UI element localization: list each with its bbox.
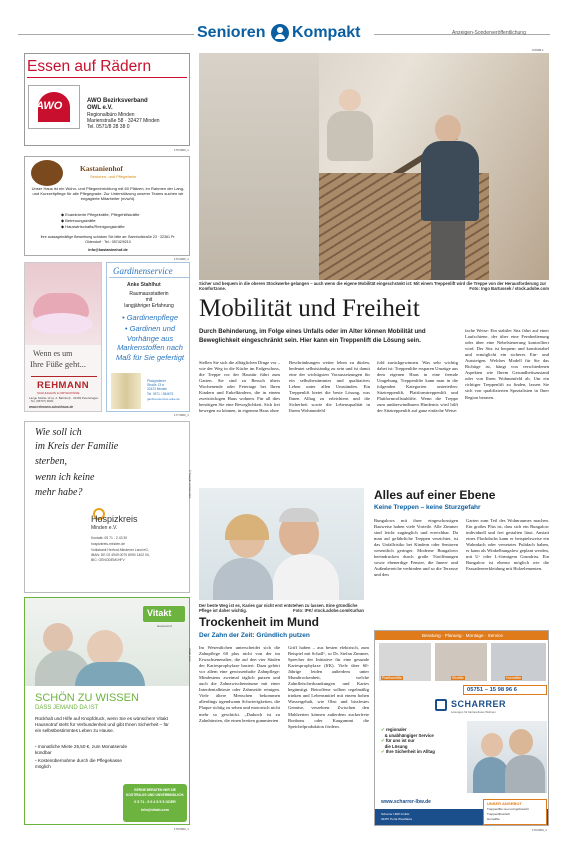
ad-kastanienhof[interactable] bbox=[24, 156, 190, 256]
gardinen-divider bbox=[109, 277, 189, 278]
article3-title: Trockenheit im Mund bbox=[199, 615, 320, 629]
article1-col4: fache Weise: Ein stabiler Sitz fährt auf einer Laufschiene, der über eine Fernbedienung oder über eine Nebelsteuerung kontrolliert wird. Der Sitz ist bequem und komfortabel und ermöglicht ein sicheres Ein- und Aussteigen. Welches Modell für Sie das Richtige ist, hängt von verschiedenen Aspekten wie Ihrem Gesundheitszustand oder von Ihren Wohnumfeld ab. Um ein richtiger Treppenlift zu finden, lassen Sie sich von qualifizierten Spezialisten in Ihrer Region beraten. bbox=[465, 328, 549, 400]
vitakt-cta-1: GERNE BERATEN WIR SIE bbox=[134, 788, 176, 792]
vitakt-brand-sub: Hausnotruf bbox=[157, 624, 172, 628]
article1-col2: Beschränkungen weiter leben zu dürfen, bedeutet selbstständig zu sein und ist damit eine der wichtigsten Voraussetzungen für ein selbstbestimmtes und qualitatives Leben unter allen Umständen. Ein Treppenlift bietet die beste Lösung, was Ihnen Alltag zu erleichtern und die Sicherheit sowie die Lebensqualität in Ihrem Wohnumfeld bbox=[289, 360, 370, 414]
scharrer-feature-4: die Lösung bbox=[384, 743, 408, 749]
hospiz-hand-3: sterben, bbox=[35, 456, 67, 467]
hospiz-hand-5: mehr habe? bbox=[35, 487, 83, 498]
rehmann-code: 177.0000_1 bbox=[174, 413, 189, 417]
photo2-caption: Der beste Weg ist es, Karies gar nicht erst entstehen zu lassen. Eine gründliche Pflege ist daher wichtig. Foto: IPK/ stock.adobe.com/Kurhan bbox=[199, 603, 364, 614]
ad-awo[interactable] bbox=[24, 53, 190, 146]
rehmann-divider bbox=[31, 376, 97, 377]
article1-lead: Durch Behinderung, im Folge eines Unfalls oder im Alter können Mobilität und Beweglichkeit eingeschränkt sein. Hier kann ein Treppenlift die Lösung sein. bbox=[199, 328, 426, 344]
gardinen-b1: • Gardinenpflege bbox=[122, 313, 178, 322]
gardinen-phone: Tel. 0571 / 384675 bbox=[147, 392, 174, 396]
scharrer-feature-1: ✔ regionaler bbox=[381, 727, 407, 732]
awo-phone: Tel. 0571/8 28 38 0 bbox=[87, 124, 130, 130]
scharrer-phone: 05751 – 15 98 96 6 bbox=[467, 686, 517, 693]
article1-title: Mobilität und Freiheit bbox=[199, 295, 420, 322]
vitakt-brand: Vitakt bbox=[147, 608, 172, 618]
scharrer-web[interactable]: www.scharrer-lbw.de bbox=[381, 799, 431, 805]
rehmann-address: Lange Straße 12 (a. d. Bahnhof) · 32469 Petershagen · Tel. (05707) 9000 bbox=[29, 396, 99, 404]
hospiz-hand-2: im Kreis der Familie bbox=[35, 441, 119, 452]
scharrer-top: Beratung · Planung · Montage · Service bbox=[422, 632, 503, 638]
ad-hospiz[interactable] bbox=[24, 421, 190, 593]
kastanienhof-name: Kastanienhof bbox=[80, 164, 123, 173]
scharrer-box-3: Homelifte bbox=[487, 817, 500, 821]
scharrer-label-2: Sitzlifte bbox=[452, 676, 464, 680]
vitakt-cta-phone: 0 5 71 - 9 9 4 5 5 5 ODER bbox=[134, 800, 176, 804]
rehmann-brand: REHMANN bbox=[37, 380, 90, 391]
article3-col1: Im Wesentlichen unterscheidet sich die Zahnpflege 60 plus nicht von der im Erwachsenenalter, die auf den vier Säulen der Kariesprophylaxe basiert. Dazu gehört vor allem eine gewissenhafte Zahnpflege: Mindestens zweimal täglich putzen und auch die Zahnzwischenräume mit einer Interdentalbürste oder Zahnseide reinigen. Viele ältere Menschen bekommen allerdings irgendwann Schwierigkeiten, die Plaque richtig zu sehen und motorisch nicht mehr so geschickt. „Dadurch ist zu Zahnbürsten, die einen breiten gummierten bbox=[199, 645, 280, 723]
vitakt-cta-2: KOSTENLOS UND UNVERBINDLICH: bbox=[126, 793, 184, 797]
awo-logo-text: AWO bbox=[36, 100, 63, 112]
rehmann-slogan-2: Ihre Füße geht... bbox=[30, 359, 86, 369]
article1-col1: Stellen Sie sich die alltäglichen Dinge vor – wie der Weg in die Küche im Erdgeschoss, die Treppe vor der Haustür führt zum Garten. Sie sind zu Besuch übers Wochenende oder Feiertage bei Ihren Kindern und Enkelkindern, die in einem zweistöckigen Haus wohnen. Für all dies benötigen Sie eine Beweglichkeit. Sich frei bewegen zu können, in eigenem Haus ohne bbox=[199, 360, 280, 414]
ad-vitakt[interactable] bbox=[24, 597, 190, 825]
awo-org2: OWL e.V. bbox=[87, 105, 113, 111]
rehmann-web[interactable]: www.rehmann-schuhhaus.de bbox=[29, 405, 74, 409]
vitakt-code: 178.0000_1 bbox=[174, 827, 189, 831]
article1-col3: fold zurückgewinnen. Was sehr wichtig dabei ist: Treppenlifte ersparen Umzüge aus dem eigenen Haus in eine fremde Umgebung. Treppenlifte kann man in die folgenden Kategorien unterteilen: Sitztreppenlift, Plattformtreppenlift und Plattformrollstuhlifte. Wenn die Treppe zum unüberwindbaren Hindernis wird hilft der Sitztreppenlift auf ganz einfache Weise: bbox=[377, 360, 458, 414]
header-tagline: Anzeigen-Sonderveröffentlichung bbox=[452, 30, 526, 36]
hospiz-iban: IBAN: DE 02 4949 0070 8090 1402 00, bbox=[91, 553, 150, 557]
kastanienhof-item-3: ◆ Hauswirtschafts/Reinigungskräfte bbox=[61, 224, 125, 229]
rehmann-feet-photo bbox=[25, 263, 102, 345]
scharrer-addr1: Scharrer LBW GmbH bbox=[381, 812, 410, 816]
gardinen-addr3: 32423 Minden bbox=[147, 387, 168, 391]
article2-col1: Bungalows mit ihrer eingeschossigen Bauweise haben viele Vorteile. Alle Zimmer sind leicht zugänglich und erreichbar. Da man auf gefährliche Treppen verzichtet, ist das Unfallrisiko bei Kindern oder Senioren wesentlich geringer. Moderne Bungalows beeindrucken durch große Türöffnungen sowie ebenerdige Fenster, die Innen- und Außenbereiche verbinden und so die Terrasse und den bbox=[374, 518, 458, 578]
article3-col2: Griff haben – aus besten elektrisch, zum Beispiel mit Schall“, so Dr. Stefan Zimmer, Sprecher der Initiative für eine gesunde Kariesprophylaxe (IfK). Viele über 60-Jährige leiden außerdem unter Mundtrockenheit, welche Zahnfleischerkrankungen und Karies begünstigt. Betroffene sollten regelmäßig trinken und Lebensmittel mit einem hohen Wassergehalt, wie Obst und bissfestes Gemüse, verzehren. Zwischen den Mahlzeiten können außerdem zuckerfreie Bonbons oder Kaugummi die Speichelproduktion fördern. bbox=[288, 645, 369, 729]
article3-subtitle: Der Zahn der Zeit: Gründlich putzen bbox=[199, 632, 310, 639]
scharrer-brand-sub: Lösungen für barrierefreies Wohnen bbox=[451, 710, 496, 714]
chestnut-icon bbox=[31, 160, 63, 186]
scharrer-features bbox=[381, 727, 435, 755]
hospiz-org2: Minden e.V. bbox=[91, 525, 118, 531]
ad-rehmann[interactable] bbox=[24, 262, 102, 412]
vitakt-cta-mail: info@vitakt.com bbox=[141, 808, 169, 812]
awo-title: Essen auf Rädern bbox=[27, 58, 152, 75]
scharrer-feature-2: & unabhängiger Service bbox=[384, 732, 434, 738]
vitakt-h1: SCHÖN ZU WISSEN bbox=[35, 692, 139, 704]
gardinen-web[interactable]: gardinenservice-anke.de bbox=[147, 397, 180, 401]
hospiz-org: Hospizkreis bbox=[91, 514, 138, 524]
awo-office: Regionalbüro Minden bbox=[87, 112, 135, 118]
vitakt-h2: DASS JEMAND DA IST bbox=[35, 705, 99, 711]
hospiz-hand-4: wenn ich keine bbox=[35, 472, 95, 483]
awo-code: 175.0000_1 bbox=[174, 148, 189, 152]
gardinen-l2: mit bbox=[145, 297, 153, 303]
gardinen-b2: • Gardinen und Vorhänge aus Markenstoffen nach Maß für Sie gefertigt bbox=[116, 324, 184, 362]
logo-kompakt: Kompakt bbox=[292, 24, 361, 41]
gardinen-name: Anke Stahlhut bbox=[127, 282, 161, 288]
hero-caption: Sicher und bequem in die oberen Stockwerke gelangen – auch wenn die eigene Mobilität eingeschränkt ist: Mit einem Treppenlift wird die Treppe von der Herausforderung zur Komfortzone. Foto: Ingo Bartussek / stock.adobe.com bbox=[199, 281, 549, 292]
vitakt-bullet-1: • monatliche Miete 25,50 €, zum Monatsende kündbar bbox=[35, 744, 128, 755]
article2-title: Alles auf einer Ebene bbox=[374, 488, 496, 502]
kastanienhof-item-2: ◆ Betreuungskräfte bbox=[61, 218, 96, 223]
ad-scharrer[interactable] bbox=[374, 630, 549, 826]
vitakt-side-credit: vitakt.com bbox=[188, 648, 192, 662]
stairlift-photo bbox=[199, 53, 549, 280]
vitakt-body: Rückhalt und Hilfe auf Knopfdruck, wenn Sie es wünschen! Vitakt Hausnotruf steht für Verbundenheit und gibt Ihnen Sicherheit – für ein selbstbestimmtes Leben zu Hause. bbox=[35, 716, 169, 733]
gardinen-addr1: Pfalzgrafener bbox=[147, 379, 166, 383]
article2-subtitle: Keine Treppen – keine Sturzgefahr bbox=[374, 504, 481, 511]
gardinen-l1: Raumausstatterin bbox=[129, 291, 169, 297]
scharrer-code: 179.0000_1 bbox=[532, 828, 547, 832]
vitakt-bullet-2: • Kostenübernahme durch die Pflegekasse möglich bbox=[35, 758, 122, 769]
hospiz-tel: Kontakt: 05 71 - 2 43 30 bbox=[91, 536, 128, 540]
couple-photo bbox=[199, 488, 364, 600]
hospiz-bic: BIC: GENODEM1HFV bbox=[91, 558, 125, 562]
scharrer-feature-3: ✔ für uns ist nur bbox=[381, 738, 415, 744]
scharrer-couple-photo bbox=[467, 721, 547, 793]
scharrer-box-1: Treppenlifte neu und gebraucht bbox=[487, 807, 529, 811]
scharrer-label-1: Plattformlifte bbox=[382, 676, 402, 680]
ad-gardinenservice[interactable] bbox=[106, 262, 190, 412]
rehmann-sub: SCHUHHAUS & ORTHOPÄDIE bbox=[37, 391, 80, 395]
awo-divider bbox=[27, 77, 187, 78]
kastanienhof-subtitle: Senioren- und Pflegeheim bbox=[90, 174, 137, 179]
hospiz-bank: Volksbank Herford-Mindener Land eG, bbox=[91, 548, 149, 552]
gardinen-curtain-photo bbox=[111, 373, 141, 409]
awo-address: Marienstraße 58 · 32427 Minden bbox=[87, 118, 160, 124]
logo-emblem-icon bbox=[271, 24, 289, 42]
kastanienhof-intro: Unser Haus ist ein Wohn- und Pflegeeinrichtung mit 60 Plätzen; im Rahmen der Lang- und Kurzzeitpflege für alle Pflegegrade. Zur Unterstützung unserer Teams suchen wir engagierte Mitarbeiter (m/w/d). bbox=[31, 186, 185, 201]
scharrer-label-3: Homelifte bbox=[506, 676, 522, 680]
awo-org: AWO Bezirksverband bbox=[87, 98, 148, 104]
kastanienhof-code: 176.0000_1 bbox=[174, 257, 189, 261]
logo-senioren: Senioren bbox=[197, 24, 266, 41]
vitakt-cta-box[interactable] bbox=[123, 784, 187, 822]
rehmann-slogan-1: Wenn es um bbox=[33, 349, 73, 358]
scharrer-box-title: UNSER ANGEBOT bbox=[487, 801, 522, 806]
awo-logo bbox=[28, 85, 80, 129]
gardinen-logo: Gardinenservice bbox=[113, 266, 173, 276]
kastanienhof-contact: Ihre aussagekräftige Bewerbung schicken Sie bitte an: Bahnhofstraße 23 · 32361 Pr. Oldendorf · Tel.: 05742/9210 bbox=[40, 235, 176, 244]
scharrer-feature-5: ✔ Ihre Sicherheit im Alltag bbox=[381, 749, 435, 755]
scharrer-box-2: Treppenliftverleih bbox=[487, 812, 510, 816]
kastanienhof-email[interactable]: info@kastanienhof.de bbox=[88, 248, 128, 252]
scharrer-brand: SCHARRER bbox=[451, 699, 507, 709]
scharrer-addr2: 32457 Porta Westfalica bbox=[381, 817, 412, 821]
gardinen-l3: langjähriger Erfahrung bbox=[124, 303, 174, 309]
hospiz-side-credit: © freepik.com/aurelie bbox=[188, 470, 192, 499]
kastanienhof-item-1: ◆ Examinierte Pflegekräfte, Pflegehilfskräfte bbox=[61, 212, 140, 217]
page-marker: 0.0000.1 bbox=[532, 48, 544, 52]
header-rule-left bbox=[18, 34, 194, 35]
hospiz-web[interactable]: hospizkreis-minden.de bbox=[91, 542, 125, 546]
scharrer-logo bbox=[435, 699, 505, 719]
gardinen-addr2: Straße 13 a bbox=[147, 383, 164, 387]
hospiz-hand-1: Wie soll ich bbox=[35, 427, 82, 438]
article2-col2: Garten zum Teil des Wohnraumes machen. Ein großes Plus ist, dass sich ein Bungalow individuell und frei gestalten lässt. Anstatt eines Flachdachs kann er beispielsweise ein Walmdach oder versetztes Pultdach haben, er kann als Winkelbungalow geplant werden, mit U- oder L-förmigem Grundriss. Ein Bungalow ist ebenso möglich wie die Fassadenverkleidung mit Holzelementen. bbox=[466, 518, 549, 572]
